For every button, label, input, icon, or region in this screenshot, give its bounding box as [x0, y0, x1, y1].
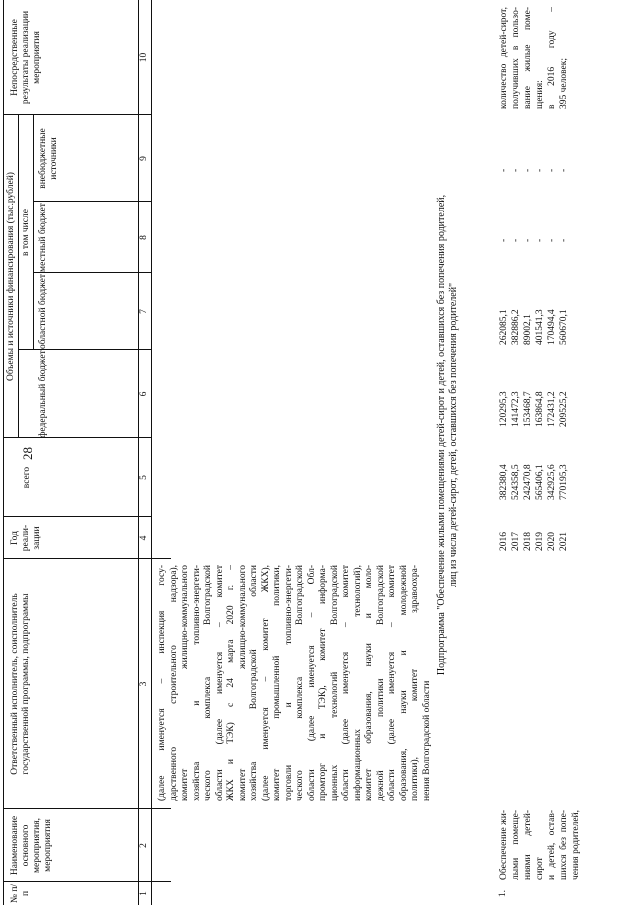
header-mero: Наименование основного мероприятия, мероприятия: [10, 815, 53, 876]
colnum-6: 6: [139, 391, 149, 397]
header-total: всего: [22, 466, 32, 489]
header-number: № п/п: [10, 883, 31, 904]
row-results: количество детей-сирот, получивших в пользо- вание жилые поме- щения: в 2016 году – 395 человек;: [499, 7, 569, 109]
row-number: 1.: [498, 889, 508, 898]
header-including: в том числе: [21, 209, 31, 256]
colnum-7: 7: [139, 309, 149, 314]
header-federal: федеральный бюджет: [38, 350, 48, 438]
colnum-5: 5: [139, 475, 149, 480]
header-extra: внебюджетные источники: [38, 128, 59, 189]
header-results: Непосредственные результаты реализации мероприятия: [10, 10, 42, 105]
row-name: Обеспечение жи- лыми помеще- ниями детей-сирот и детей, остав- шихся без попе- чения родителей,: [499, 810, 581, 880]
header-regional: областной бюджет: [38, 273, 48, 350]
colnum-8: 8: [139, 235, 149, 240]
page-number: 28: [20, 447, 35, 460]
colnum-4: 4: [139, 535, 149, 541]
header-name: Ответственный исполнитель, соисполнитель государственной программы, подпрограммы: [10, 593, 31, 775]
year-values: 2016 382380,4 120295,3 262085,1 - - 2017 524358,5 141472,3 382886,2 - - 2018 242470,8 153468,7 89002,1 - - 2019 565406,1 163864,8 401541,3 - - 2020 342925,6 172431,2 170494,4 - - 2021 770195,3 209525,2 560670,1 - -: [499, 168, 569, 551]
colnum-9: 9: [139, 156, 149, 161]
colnum-2: 2: [139, 843, 149, 848]
header-year: Год реали- зации: [10, 524, 42, 552]
header-local: местный бюджет: [38, 203, 48, 272]
colnum-1: 1: [139, 891, 149, 896]
subprogram-title: Подпрограмма "Обеспечение жилыми помещениями детей-сирот и детей, оставшихся без попечения родителей, лиц из числа детей-сирот, детей, оставшихся без попечения родителей": [436, 194, 459, 676]
colnum-3: 3: [139, 681, 149, 687]
executor-continuation: (далее именуется – инспекция госу- дарственного строительного надзора), комитет жилищно-коммунального хозяйства и топливно-энергети- ческого комплекса Волгоградской области (далее именуется – комитет ЖКХ и ТЭК) с 24 марта 2020 г. – комитет жилищно-коммунального хозяйства Волгоградской области (далее именуется – комитет ЖКХ), комитет промышленной политики, торговли и топливно-энергети- ческого комплекса Волгоградской области (далее именуется – Обл- промторг и ТЭК), комитет информа- ционных технологий Волгоградской области (далее именуется – комитет информационных технологий), комитет образования, науки и моло- дежной политики Волгоградской области (далее именуется – комитет образования, науки и молодежной политики), комитет здравоохра- нения Волгоградской области: [157, 565, 432, 801]
header-funding: Объемы и источники финансирования (тыс.рублей): [6, 172, 16, 381]
colnum-10: 10: [139, 52, 149, 63]
